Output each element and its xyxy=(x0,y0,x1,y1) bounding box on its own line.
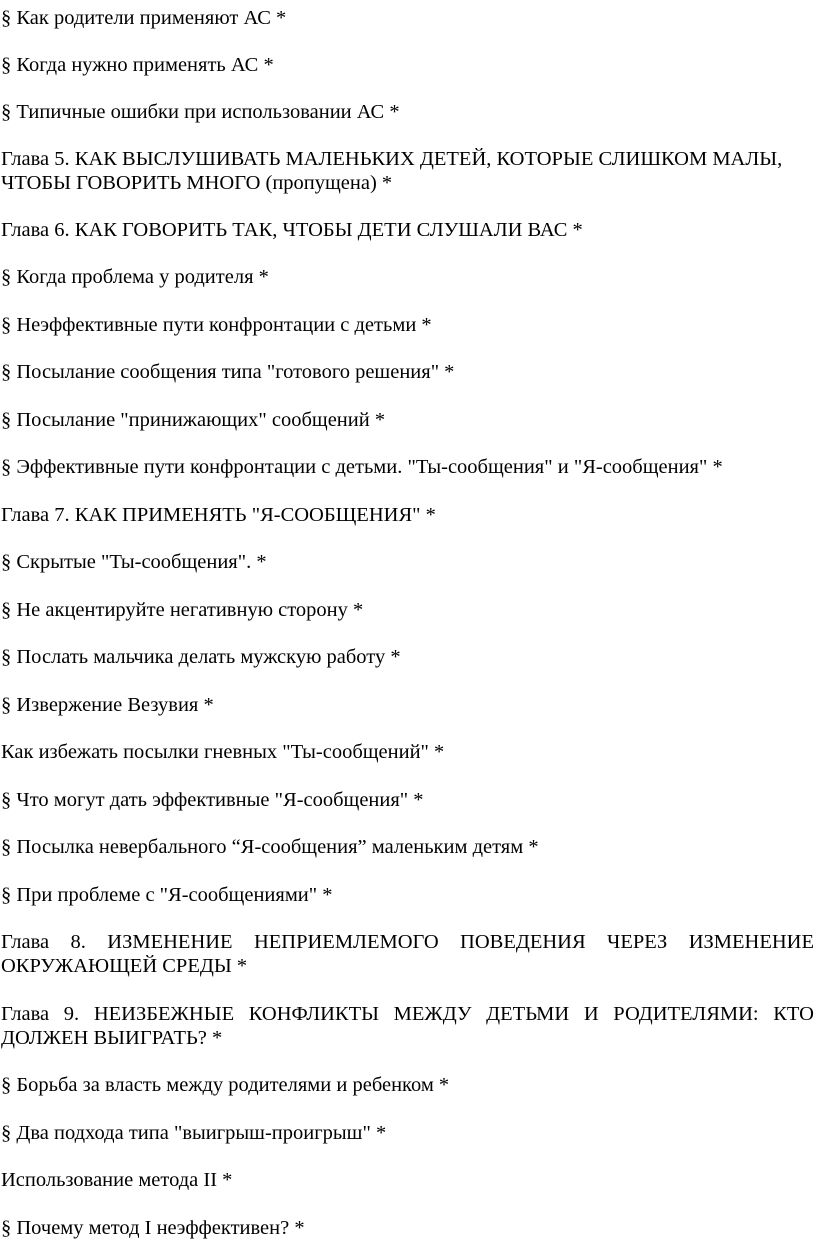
toc-chapter-heading: Глава 6. КАК ГОВОРИТЬ ТАК, ЧТОБЫ ДЕТИ СЛУШАЛИ ВАС * xyxy=(1,219,583,241)
toc-entry: § Неэффективные пути конфронтации с детьми * xyxy=(1,314,432,336)
toc-entry: § Скрытые "Ты-сообщения". * xyxy=(1,551,267,573)
toc-entry: § Эффективные пути конфронтации с детьми. "Ты-сообщения" и "Я-сообщения" * xyxy=(1,456,723,478)
toc-entry: § Извержение Везувия * xyxy=(1,694,214,716)
toc-entry: § Посылка невербального “Я-сообщения” маленьким детям * xyxy=(1,836,539,858)
toc-entry: § Как родители применяют АС * xyxy=(1,7,287,29)
toc-entry: § Два подхода типа "выигрыш-проигрыш" * xyxy=(1,1122,387,1144)
toc-entry: § Не акцентируйте негативную сторону * xyxy=(1,599,364,621)
toc-entry: § Типичные ошибки при использовании АС * xyxy=(1,101,400,123)
toc-chapter-heading: Глава 7. КАК ПРИМЕНЯТЬ "Я-СООБЩЕНИЯ" * xyxy=(1,504,436,526)
toc-entry: § Посылание сообщения типа "готового решения" * xyxy=(1,361,455,383)
toc-entry: § Когда нужно применять АС * xyxy=(1,54,274,76)
toc-entry: § Почему метод I неэффективен? * xyxy=(1,1217,305,1239)
toc-chapter-heading: Глава 9. НЕИЗБЕЖНЫЕ КОНФЛИКТЫ МЕЖДУ ДЕТЬМИ И РОДИТЕЛЯМИ: КТО ДОЛЖЕН ВЫИГРАТЬ? * xyxy=(1,1003,814,1049)
toc-entry: § Посылание "принижающих" сообщений * xyxy=(1,409,386,431)
toc-chapter-heading: Глава 5. КАК ВЫСЛУШИВАТЬ МАЛЕНЬКИХ ДЕТЕЙ, КОТОРЫЕ СЛИШКОМ МАЛЫ, ЧТОБЫ ГОВОРИТЬ МНОГО (пропущена) * xyxy=(1,148,783,194)
toc-entry: Как избежать посылки гневных "Ты-сообщений" * xyxy=(1,741,445,763)
toc-entry: § Когда проблема у родителя * xyxy=(1,266,269,288)
toc-entry: § Что могут дать эффективные "Я-сообщения" * xyxy=(1,789,424,811)
toc-entry: § При проблеме с "Я-сообщениями" * xyxy=(1,884,333,906)
toc-entry: § Борьба за власть между родителями и ребенком * xyxy=(1,1074,450,1096)
toc-entry: Использование метода II * xyxy=(1,1169,233,1191)
toc-entry: § Послать мальчика делать мужскую работу * xyxy=(1,646,401,668)
toc-chapter-heading: Глава 8. ИЗМЕНЕНИЕ НЕПРИЕМЛЕМОГО ПОВЕДЕНИЯ ЧЕРЕЗ ИЗМЕНЕНИЕ ОКРУЖАЮЩЕЙ СРЕДЫ * xyxy=(1,931,814,977)
